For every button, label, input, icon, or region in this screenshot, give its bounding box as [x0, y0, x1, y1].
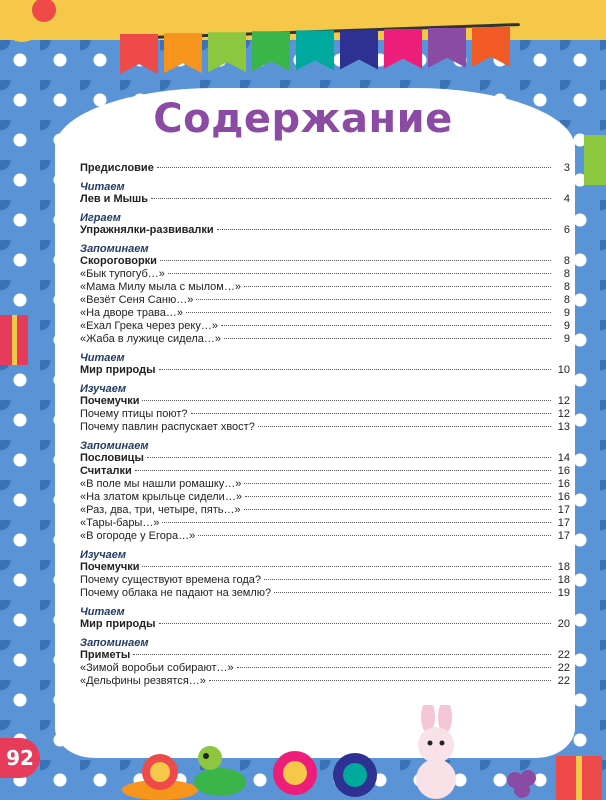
toc-entry-label: «Везёт Сеня Саню…»: [80, 294, 194, 306]
toc-section-heading: Изучаем: [80, 383, 127, 395]
toc-page-number: 18: [557, 561, 570, 573]
bunting-flag: [296, 30, 334, 70]
toc-page-number: 14: [557, 452, 570, 464]
toc-page-number: 16: [557, 478, 570, 490]
bunting-flag: [252, 31, 290, 71]
bunting-flag: [384, 29, 422, 69]
toc-page-number: 6: [563, 224, 570, 236]
toc-entry-label: «Тары-бары…»: [80, 517, 160, 529]
toc-page-number: 8: [563, 281, 570, 293]
toc-entry-label: Почему облака не падают на землю?: [80, 587, 272, 599]
toc-entry-label: «Жаба в лужице сидела…»: [80, 333, 222, 345]
toc-entry-label: «На златом крыльце сидели…»: [80, 491, 242, 503]
toc-entry[interactable]: [80, 649, 570, 662]
toc-entry[interactable]: [80, 268, 570, 281]
toc-leader-dots: [237, 667, 551, 668]
toc-entry-label: «Зимой воробьи собирают…»: [80, 662, 234, 674]
toc-entry-label: Мир природы: [80, 364, 156, 376]
bunting-garland: [120, 20, 520, 80]
toc-entry[interactable]: [80, 162, 570, 175]
toc-page-number: 3: [563, 162, 570, 174]
toc-page-number: 4: [563, 193, 570, 205]
toc-entry-label: «Бык тупогуб…»: [80, 268, 165, 280]
toc-entry[interactable]: [80, 320, 570, 333]
toc-entry-label: Почему павлин распускает хвост?: [80, 421, 255, 433]
toc-entry[interactable]: [80, 491, 570, 504]
toc-entry[interactable]: [80, 193, 570, 206]
toc-entry[interactable]: [80, 662, 570, 675]
toc-entry-label: «В поле мы нашли ромашку…»: [80, 478, 242, 490]
toc-entry-label: Мир природы: [80, 618, 156, 630]
toc-leader-dots: [244, 286, 551, 287]
toc-leader-dots: [151, 198, 551, 199]
toc-entry-label: Почемучки: [80, 395, 140, 407]
toc-leader-dots: [191, 413, 551, 414]
toc-entry-label: Пословицы: [80, 452, 144, 464]
toc-entry-label: Почему птицы поют?: [80, 408, 188, 420]
toc-entry[interactable]: [80, 517, 570, 530]
toc-page-number: 16: [557, 465, 570, 477]
toc-leader-dots: [142, 400, 551, 401]
toc-section: [80, 606, 570, 631]
toc-section: [80, 383, 570, 434]
toc-leader-dots: [196, 299, 551, 300]
toc-entry[interactable]: [80, 395, 570, 408]
toc-section: [80, 440, 570, 543]
grapes-icon: [500, 760, 550, 800]
toc-entry-label: «В огороде у Егора…»: [80, 530, 196, 542]
table-of-contents: [80, 162, 570, 694]
toc-leader-dots: [133, 654, 551, 655]
toc-leader-dots: [274, 592, 551, 593]
toc-section: [80, 352, 570, 377]
toc-entry[interactable]: [80, 465, 570, 478]
bunting-flag: [120, 34, 158, 74]
toc-leader-dots: [245, 496, 551, 497]
toc-page-number: 20: [557, 618, 570, 630]
toc-entry[interactable]: [80, 452, 570, 465]
toc-entry[interactable]: [80, 618, 570, 631]
gift-box-right-icon: [582, 130, 606, 190]
toc-section-heading: Читаем: [80, 181, 125, 193]
toc-section-heading: Читаем: [80, 606, 125, 618]
snail-blue-icon: [325, 730, 385, 800]
toc-entry-label: Лев и Мышь: [80, 193, 148, 205]
toc-section-heading: Запоминаем: [80, 243, 149, 255]
bunting-flag: [472, 27, 510, 67]
gift-box-bottom-icon: [550, 750, 606, 800]
toc-section: [80, 181, 570, 206]
toc-entry[interactable]: [80, 294, 570, 307]
toc-entry[interactable]: [80, 307, 570, 320]
toc-leader-dots: [159, 369, 552, 370]
toc-page-number: 13: [557, 421, 570, 433]
toc-entry[interactable]: [80, 530, 570, 543]
toc-leader-dots: [221, 325, 551, 326]
snail-icon: [120, 742, 200, 800]
turtle-icon: [190, 742, 250, 800]
toc-entry-label: Считалки: [80, 465, 132, 477]
toc-leader-dots: [198, 535, 551, 536]
toc-section: [80, 162, 570, 175]
toc-entry-label: Приметы: [80, 649, 131, 661]
toc-page-number: 8: [563, 268, 570, 280]
toc-entry[interactable]: [80, 421, 570, 434]
toc-entry[interactable]: [80, 364, 570, 377]
toc-section: [80, 212, 570, 237]
toc-leader-dots: [147, 457, 551, 458]
toc-entry-label: Почемучки: [80, 561, 140, 573]
toc-entry-label: «Мама Милу мыла с мылом…»: [80, 281, 241, 293]
toc-section-heading: Читаем: [80, 352, 125, 364]
toc-page-number: 9: [563, 320, 570, 332]
toc-page-number: 12: [557, 408, 570, 420]
bunting-flag: [164, 33, 202, 73]
toc-leader-dots: [142, 566, 551, 567]
toc-entry[interactable]: [80, 561, 570, 574]
toc-page-number: 12: [557, 395, 570, 407]
toc-entry[interactable]: [80, 281, 570, 294]
toc-leader-dots: [224, 338, 551, 339]
page-title: Содержание: [153, 96, 453, 142]
toc-leader-dots: [186, 312, 551, 313]
toc-page-number: 19: [557, 587, 570, 599]
toc-section: [80, 637, 570, 688]
toc-page-number: 18: [557, 574, 570, 586]
toc-leader-dots: [168, 273, 551, 274]
toc-section: [80, 549, 570, 600]
toc-leader-dots: [162, 522, 551, 523]
toc-page-number: 22: [557, 649, 570, 661]
toc-entry[interactable]: [80, 504, 570, 517]
toc-page-number: 22: [557, 662, 570, 674]
toc-entry[interactable]: [80, 333, 570, 346]
lollipop-icon: [270, 748, 320, 800]
toc-section-heading: Играем: [80, 212, 121, 224]
toc-page-number: 9: [563, 307, 570, 319]
toc-leader-dots: [244, 483, 551, 484]
toc-entry[interactable]: [80, 255, 570, 268]
toc-entry[interactable]: [80, 675, 570, 688]
toc-leader-dots: [160, 260, 551, 261]
toc-section-heading: Запоминаем: [80, 637, 149, 649]
toc-entry[interactable]: [80, 224, 570, 237]
gift-box-icon: [0, 310, 30, 370]
page-number-badge: 92: [0, 738, 40, 778]
toc-entry-label: Скороговорки: [80, 255, 157, 267]
toc-leader-dots: [159, 623, 552, 624]
toc-page-number: 22: [557, 675, 570, 687]
toc-section: [80, 243, 570, 346]
toc-entry-label: «Дельфины резвятся…»: [80, 675, 206, 687]
toc-leader-dots: [135, 470, 551, 471]
toc-entry[interactable]: [80, 478, 570, 491]
toc-page-number: 8: [563, 255, 570, 267]
toc-leader-dots: [244, 509, 551, 510]
toc-leader-dots: [157, 167, 551, 168]
toc-leader-dots: [258, 426, 551, 427]
toc-entry[interactable]: [80, 408, 570, 421]
balloon-icon: [0, 0, 60, 60]
toc-entry-label: «На дворе трава…»: [80, 307, 184, 319]
toc-section-heading: Запоминаем: [80, 440, 149, 452]
toc-entry-label: Упражнялки-развивалки: [80, 224, 214, 236]
toc-leader-dots: [217, 229, 551, 230]
toc-entry-label: Предисловие: [80, 162, 154, 174]
bunting-flag: [340, 30, 378, 70]
toc-leader-dots: [209, 680, 551, 681]
toc-entry-label: «Ехал Грека через реку…»: [80, 320, 218, 332]
toc-section-heading: Изучаем: [80, 549, 127, 561]
toc-entry-label: «Раз, два, три, четыре, пять…»: [80, 504, 241, 516]
toc-entry[interactable]: [80, 574, 570, 587]
toc-entry-label: Почему существуют времена года?: [80, 574, 261, 586]
toc-page-number: 17: [557, 517, 570, 529]
bunny-icon: [390, 705, 480, 800]
toc-leader-dots: [264, 579, 551, 580]
bunting-flag: [428, 28, 466, 68]
toc-page-number: 10: [557, 364, 570, 376]
toc-page-number: 16: [557, 491, 570, 503]
toc-entry[interactable]: [80, 587, 570, 600]
toc-page-number: 8: [563, 294, 570, 306]
bunting-flag: [208, 32, 246, 72]
toc-page-number: 17: [557, 504, 570, 516]
toc-page-number: 17: [557, 530, 570, 542]
toc-page-number: 9: [563, 333, 570, 345]
